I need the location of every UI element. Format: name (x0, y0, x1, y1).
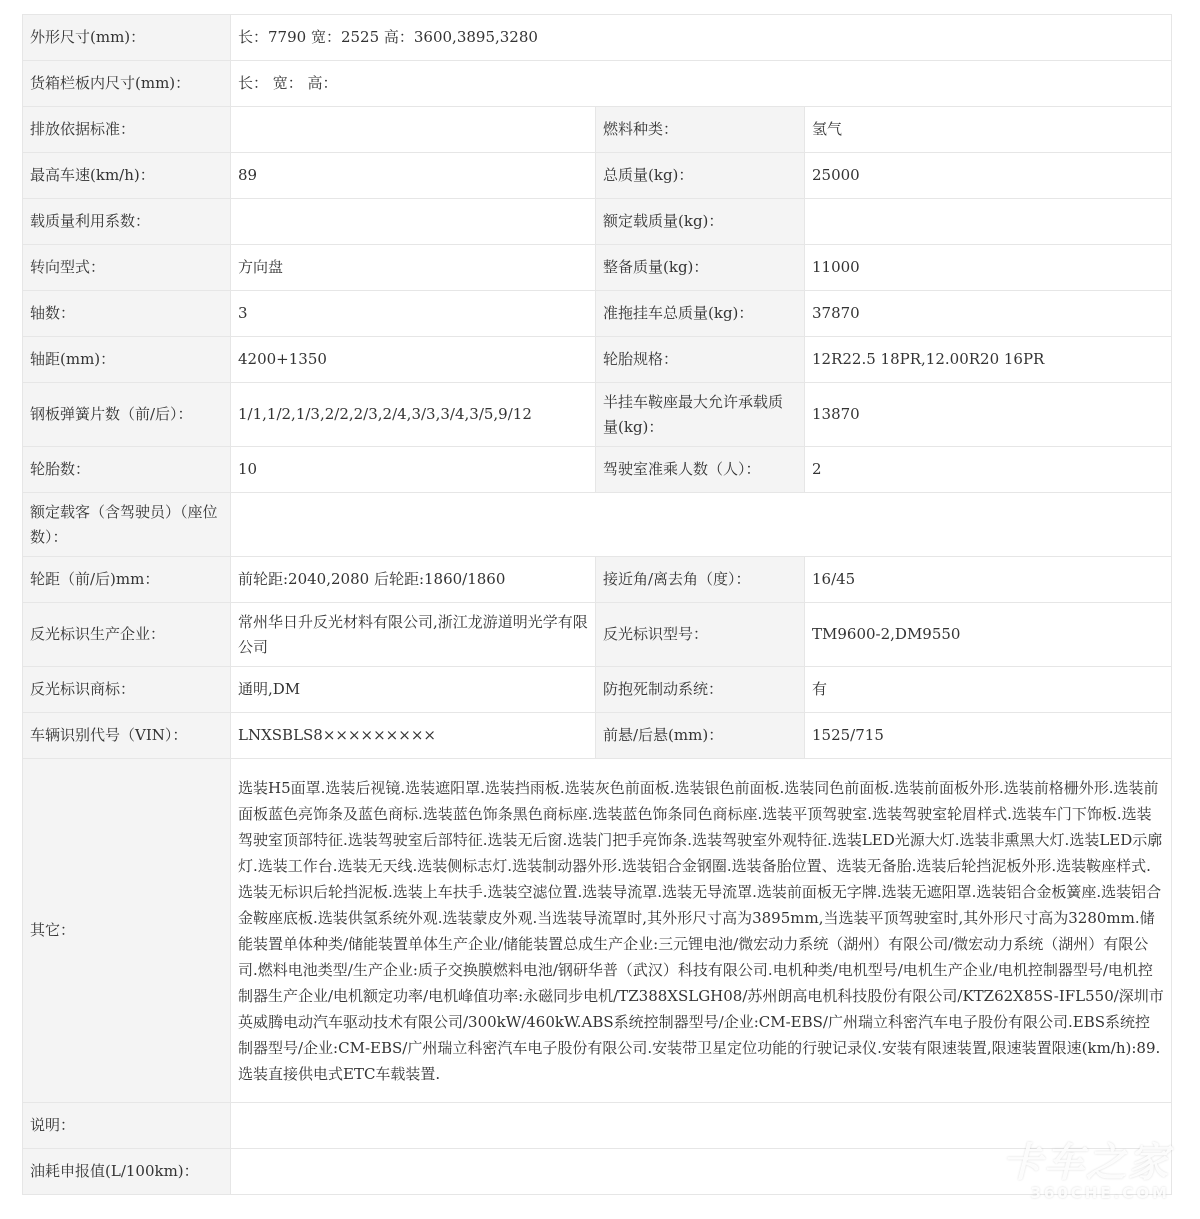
value-steering: 方向盘 (231, 245, 596, 291)
label-seats: 额定载客（含驾驶员）（座位数）： (23, 493, 231, 557)
label-max-speed: 最高车速(km/h)： (23, 153, 231, 199)
row-springs (23, 383, 1172, 447)
value-seats (231, 493, 1172, 557)
value-gross-mass: 25000 (805, 153, 1172, 199)
value-emission (231, 107, 596, 153)
label-gross-mass: 总质量(kg)： (596, 153, 805, 199)
value-fuel-type: 氢气 (805, 107, 1172, 153)
label-emission: 排放依据标准： (23, 107, 231, 153)
label-wheelbase: 轴距(mm)： (23, 337, 231, 383)
value-approach-angle: 16/45 (805, 557, 1172, 603)
label-dimensions: 外形尺寸(mm)： (23, 15, 231, 61)
label-note: 说明： (23, 1103, 231, 1149)
value-wheelbase: 4200+1350 (231, 337, 596, 383)
row-wheelbase (23, 337, 1172, 383)
label-fuel-consumption: 油耗申报值(L/100km)： (23, 1149, 231, 1195)
row-vin (23, 713, 1172, 759)
watermark-logo (1002, 1141, 1170, 1201)
row-dimensions (23, 15, 1172, 61)
value-cab-occupants: 2 (805, 447, 1172, 493)
label-fuel-type: 燃料种类： (596, 107, 805, 153)
label-approach-angle: 接近角/离去角（度）： (596, 557, 805, 603)
value-load-coefficient (231, 199, 596, 245)
value-tire-spec: 12R22.5 18PR,12.00R20 16PR (805, 337, 1172, 383)
label-tire-spec: 轮胎规格： (596, 337, 805, 383)
row-load-coefficient (23, 199, 1172, 245)
label-overhang: 前悬/后悬(mm)： (596, 713, 805, 759)
value-abs: 有 (805, 667, 1172, 713)
label-load-coefficient: 载质量利用系数： (23, 199, 231, 245)
row-tire-count (23, 447, 1172, 493)
label-rated-load: 额定载质量(kg)： (596, 199, 805, 245)
value-trailer-mass: 37870 (805, 291, 1172, 337)
value-overhang: 1525/715 (805, 713, 1172, 759)
value-rated-load (805, 199, 1172, 245)
value-track: 前轮距:2040,2080 后轮距:1860/1860 (231, 557, 596, 603)
label-reflector-brand: 反光标识商标： (23, 667, 231, 713)
label-steering: 转向型式： (23, 245, 231, 291)
label-saddle-load: 半挂车鞍座最大允许承载质量(kg)： (596, 383, 805, 447)
value-reflector-maker: 常州华日升反光材料有限公司,浙江龙游道明光学有限公司 (231, 603, 596, 667)
value-other: 选装H5面罩.选装后视镜.选装遮阳罩.选装挡雨板.选装灰色前面板.选装银色前面板.选装同色前面板.选装前面板外形.选装前格栅外形.选装前面板蓝色亮饰条及蓝色商标.选装蓝色饰条黑色商标座.选装蓝色饰条同色商标座.选装平顶驾驶室.选装驾驶室轮眉样式.选装车门下饰板.选装驾驶室顶部特征.选装驾驶室后部特征.选装无后窗.选装门把手亮饰条.选装驾驶室外观特征.选装LED光源大灯.选装非熏黑大灯.选装LED示廓灯.选装工作台.选装无天线.选装侧标志灯.选装制动器外形.选装铝合金钢圈.选装备胎位置、选装无备胎.选装后轮挡泥板外形.选装鞍座样式.选装无标识后轮挡泥板.选装上车扶手.选装空滤位置.选装导流罩.选装无导流罩.选装前面板无字牌.选装无遮阳罩.选装铝合金板簧座.选装铝合金鞍座底板.选装供氢系统外观.选装蒙皮外观.当选装导流罩时,其外形尺寸高为3895mm,当选装平顶驾驶室时,其外形尺寸高为3280mm.储能装置单体种类/储能装置单体生产企业/储能装置总成生产企业:三元锂电池/微宏动力系统（湖州）有限公司/微宏动力系统（湖州）有限公司.燃料电池类型/生产企业:质子交换膜燃料电池/钢研华普（武汉）科技有限公司.电机种类/电机型号/电机生产企业/电机控制器型号/电机控制器生产企业/电机额定功率/电机峰值功率:永磁同步电机/TZ388XSLGH08/苏州朗高电机科技股份有限公司/KTZ62X85S-IFL550/深圳市英威腾电动汽车驱动技术有限公司/300kW/460kW.ABS系统控制器型号/企业:CM-EBS/广州瑞立科密汽车电子股份有限公司.EBS系统控制器型号/企业:CM-EBS/广州瑞立科密汽车电子股份有限公司.安装带卫星定位功能的行驶记录仪.安装有限速装置,限速装置限速(km/h):89.选装直接供电式ETC车载装置. (231, 759, 1172, 1103)
value-curb-mass: 11000 (805, 245, 1172, 291)
row-steering (23, 245, 1172, 291)
label-reflector-maker: 反光标识生产企业： (23, 603, 231, 667)
value-saddle-load: 13870 (805, 383, 1172, 447)
label-reflector-model: 反光标识型号： (596, 603, 805, 667)
label-other: 其它： (23, 759, 231, 1103)
spec-sheet (22, 14, 1171, 1195)
label-cargo-box: 货箱栏板内尺寸(mm)： (23, 61, 231, 107)
value-springs: 1/1,1/2,1/3,2/2,2/3,2/4,3/3,3/4,3/5,9/12 (231, 383, 596, 447)
value-axles: 3 (231, 291, 596, 337)
label-vin: 车辆识别代号（VIN）： (23, 713, 231, 759)
value-tire-count: 10 (231, 447, 596, 493)
value-cargo-box: 长： 宽： 高： (231, 61, 1172, 107)
row-axles (23, 291, 1172, 337)
watermark-main-text: 卡车之家 (1002, 1140, 1170, 1186)
label-cab-occupants: 驾驶室准乘人数（人）： (596, 447, 805, 493)
label-track: 轮距（前/后)mm： (23, 557, 231, 603)
value-reflector-brand: 通明,DM (231, 667, 596, 713)
label-curb-mass: 整备质量(kg)： (596, 245, 805, 291)
watermark-sub-text: 360CHE.COM (1030, 1184, 1170, 1202)
spec-table (22, 14, 1172, 1195)
row-track (23, 557, 1172, 603)
row-seats (23, 493, 1172, 557)
row-emission (23, 107, 1172, 153)
row-fuel-consumption (23, 1149, 1172, 1195)
value-dimensions: 长：7790 宽：2525 高：3600,3895,3280 (231, 15, 1172, 61)
label-axles: 轴数： (23, 291, 231, 337)
value-max-speed: 89 (231, 153, 596, 199)
label-springs: 钢板弹簧片数（前/后）： (23, 383, 231, 447)
value-vin: LNXSBLS8××××××××× (231, 713, 596, 759)
row-reflector-brand (23, 667, 1172, 713)
row-note (23, 1103, 1172, 1149)
row-other (23, 759, 1172, 1103)
row-max-speed (23, 153, 1172, 199)
label-abs: 防抱死制动系统： (596, 667, 805, 713)
value-reflector-model: TM9600-2,DM9550 (805, 603, 1172, 667)
row-cargo-box (23, 61, 1172, 107)
row-reflector-maker (23, 603, 1172, 667)
label-trailer-mass: 准拖挂车总质量(kg)： (596, 291, 805, 337)
label-tire-count: 轮胎数： (23, 447, 231, 493)
